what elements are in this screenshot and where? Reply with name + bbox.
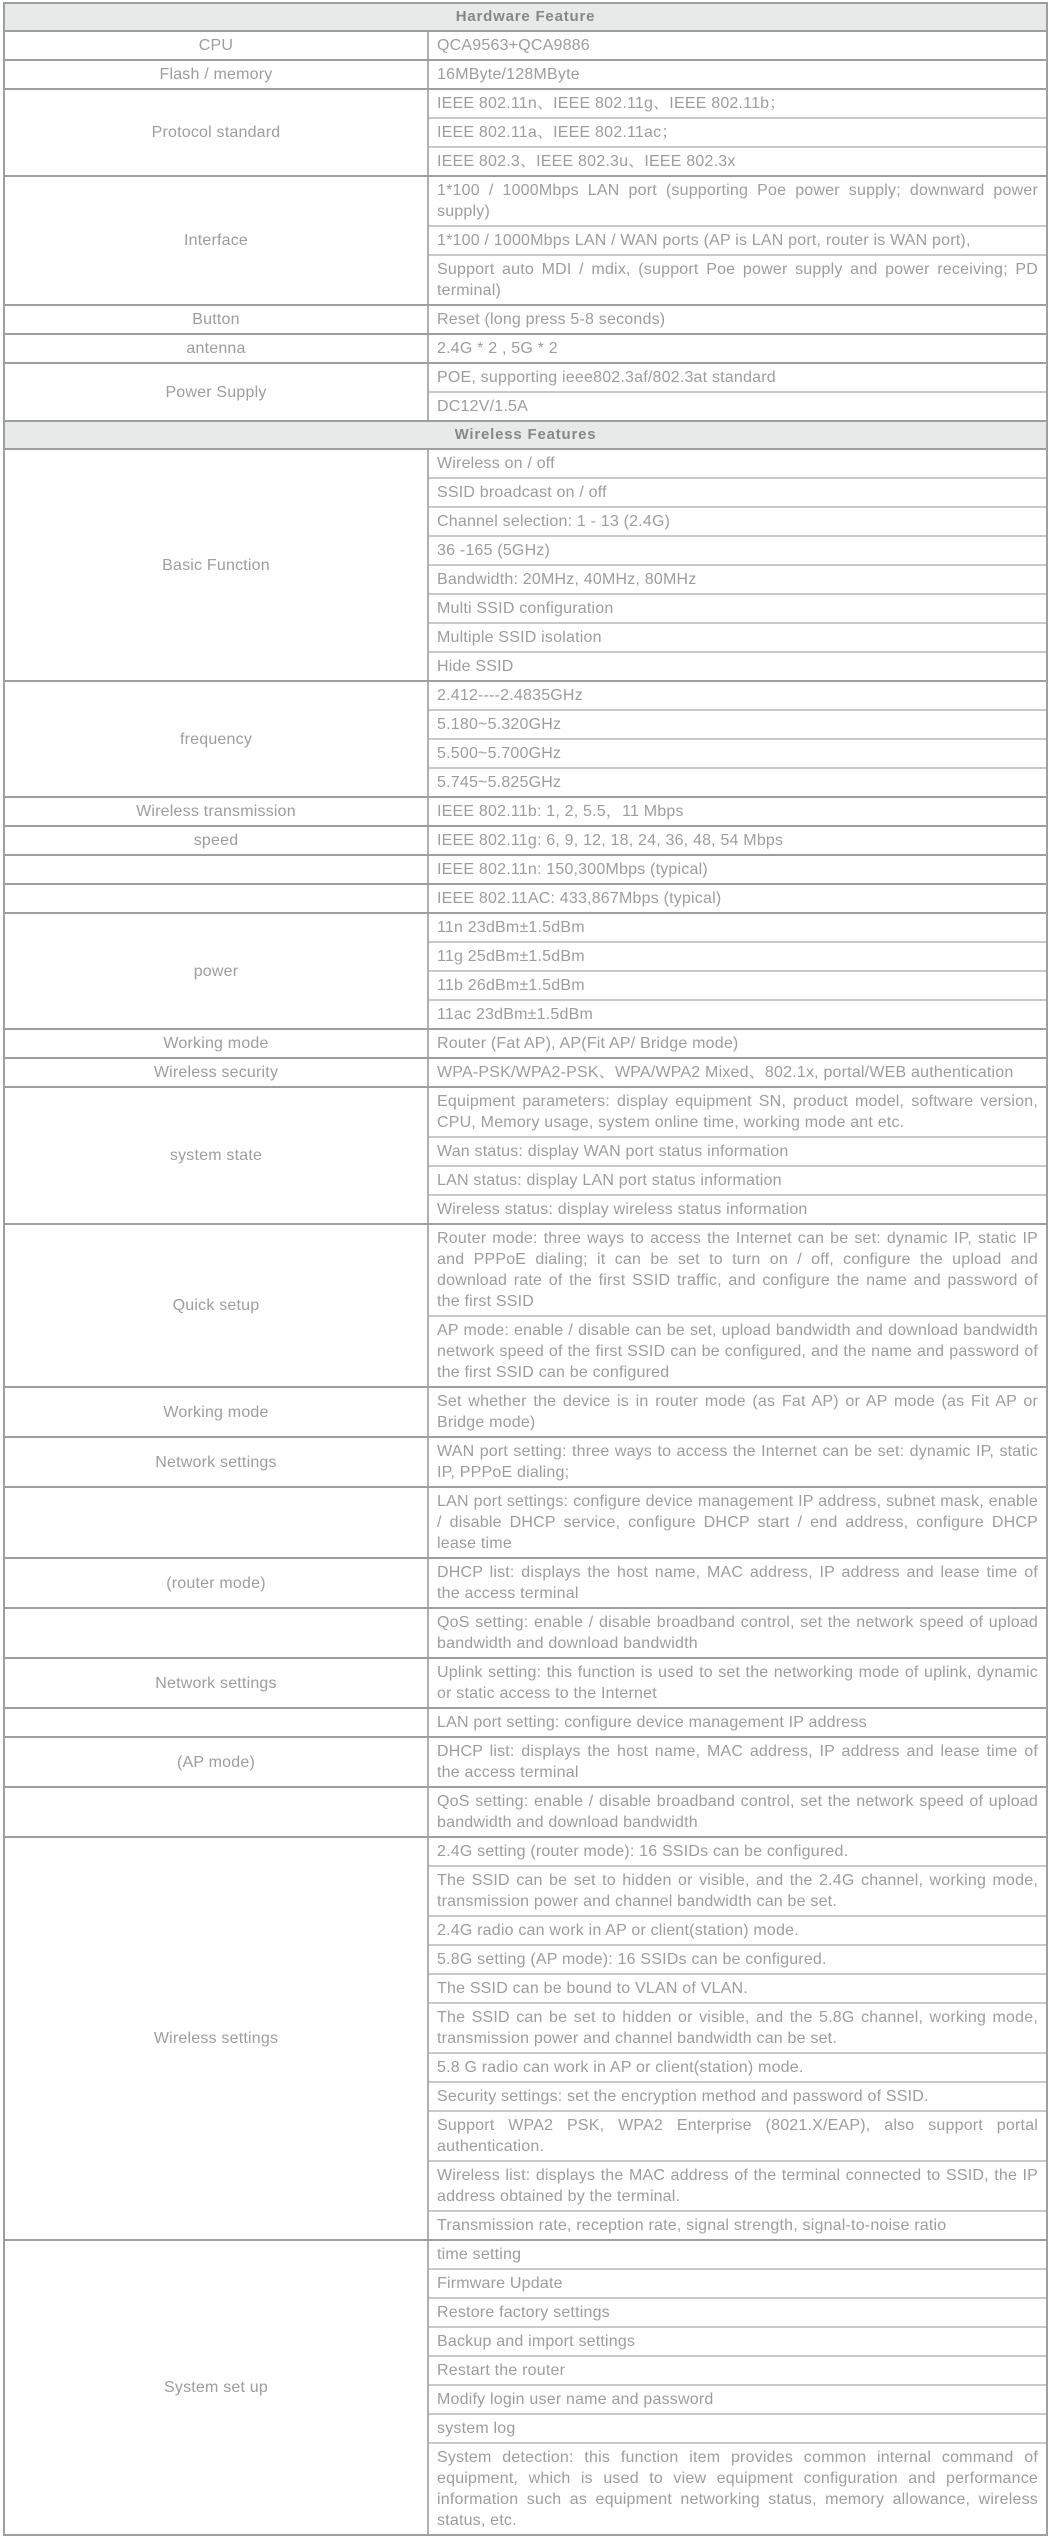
spec-label-cell [5,856,429,883]
spec-label-cell [5,885,429,912]
spec-row [5,448,1046,680]
spec-row [5,825,1046,854]
spec-value-cell [429,2241,1046,2268]
spec-row [5,1557,1046,1607]
spec-label-cell [5,1609,429,1657]
spec-value-cell [429,1165,1046,1194]
spec-value-cell [429,177,1046,225]
spec-value-text: LAN port settings: configure device management IP address, subnet mask, enable / disable DHCP service, configure DHCP start / end address, configure DHCP lease time [437,1493,1038,1552]
spec-label-cell: Working mode [5,1030,429,1057]
spec-row [5,1836,1046,2239]
spec-value-cell [429,2002,1046,2052]
spec-value-text: 11g 25dBm±1.5dBm [437,948,585,965]
spec-value-cell [429,1709,1046,1736]
spec-value-cell [429,1030,1046,1057]
spec-row [5,59,1046,88]
spec-label-cell: power [5,914,429,1028]
spec-value-text: System detection: this function item provides common internal command of equipment, which is used to view equipment configuration and performance information such as equipment networking status, memory allowance, wireless status, etc. [437,2449,1038,2529]
spec-value-column [429,885,1046,912]
spec-value-column [429,1030,1046,1057]
spec-value-cell [429,1738,1046,1786]
spec-value-text: 36 -165 (5GHz) [437,542,551,559]
spec-value-text: Multiple SSID isolation [437,629,602,646]
spec-value-text: IEEE 802.3、IEEE 802.3u、IEEE 802.3x [437,153,736,170]
spec-value-text: Router mode: three ways to access the Internet can be set: dynamic IP, static IP and PPPoE dialing; it can be set to turn on / off, configure the upload and download rate of the first SSID traffic, and configure the name and password of the first SSID [437,1230,1038,1310]
spec-value-text: Wireless status: display wireless status information [437,1201,808,1218]
spec-value-column [429,32,1046,59]
spec-value-cell [429,1059,1046,1086]
spec-value-column [429,2241,1046,2534]
spec-row [5,1028,1046,1057]
spec-value-text: Support auto MDI / mdix, (support Poe power supply and power receiving; PD terminal) [437,261,1038,299]
spec-value-text: IEEE 802.11AC: 433,867Mbps (typical) [437,890,722,907]
spec-row [5,1657,1046,1707]
spec-value-text: DHCP list: displays the host name, MAC address, IP address and lease time of the access terminal [437,1564,1038,1602]
spec-value-column [429,1838,1046,2239]
spec-value-column [429,177,1046,304]
spec-value-text: LAN port setting: configure device management IP address [437,1714,867,1731]
spec-label-cell: Flash / memory [5,61,429,88]
spec-value-cell [429,1559,1046,1607]
spec-value-text: 1*100 / 1000Mbps LAN port (supporting Poe power supply; downward power supply) [437,182,1038,220]
spec-row [5,175,1046,304]
spec-row [5,1057,1046,1086]
spec-value-text: The SSID can be bound to VLAN of VLAN. [437,1980,748,1997]
spec-value-cell [429,1944,1046,1973]
spec-label-cell: (router mode) [5,1559,429,1607]
spec-value-cell [429,2081,1046,2110]
spec-value-cell [429,90,1046,117]
spec-value-text: IEEE 802.11b: 1, 2, 5.5，11 Mbps [437,803,684,820]
spec-value-cell [429,2268,1046,2297]
spec-value-column [429,1788,1046,1836]
spec-value-text: 5.180~5.320GHz [437,716,562,733]
spec-value-text: Security settings: set the encryption method and password of SSID. [437,2088,929,2105]
spec-value-column [429,306,1046,333]
spec-value-column [429,798,1046,825]
spec-value-cell [429,2110,1046,2160]
spec-value-column [429,364,1046,420]
spec-value-cell [429,914,1046,941]
spec-value-cell [429,61,1046,88]
spec-value-text: WAN port setting: three ways to access the Internet can be set: dynamic IP, static IP, PPPoE dialing; [437,1443,1038,1481]
spec-value-cell [429,225,1046,254]
spec-value-cell [429,885,1046,912]
spec-value-cell [429,564,1046,593]
spec-row [5,680,1046,796]
spec-value-text: 1*100 / 1000Mbps LAN / WAN ports (AP is LAN port, router is WAN port), [437,232,971,249]
spec-value-text: IEEE 802.11n、IEEE 802.11g、IEEE 802.11b； [437,95,786,112]
spec-value-text: Transmission rate, reception rate, signal strength, signal-to-noise ratio [437,2217,947,2234]
spec-value-text: 5.500~5.700GHz [437,745,562,762]
spec-value-text: WPA-PSK/WPA2-PSK、WPA/WPA2 Mixed、802.1x, portal/WEB authentication [437,1064,1014,1081]
spec-row [5,912,1046,1028]
spec-value-cell [429,2355,1046,2384]
spec-label-cell: frequency [5,682,429,796]
spec-label-cell: speed [5,827,429,854]
spec-value-text: Restore factory settings [437,2304,610,2321]
spec-value-cell [429,941,1046,970]
spec-value-column [429,1059,1046,1086]
spec-value-text: Channel selection: 1 - 13 (2.4G) [437,513,671,530]
spec-value-text: Backup and import settings [437,2333,636,2350]
spec-label-cell: Wireless security [5,1059,429,1086]
spec-label-cell: (AP mode) [5,1738,429,1786]
spec-value-text: QoS setting: enable / disable broadband control, set the network speed of upload bandwidth and download bandwidth [437,1614,1038,1652]
spec-label-cell: antenna [5,335,429,362]
spec-value-text: Wireless on / off [437,455,555,472]
spec-row [5,362,1046,420]
spec-value-text: Router (Fat AP), AP(Fit AP/ Bridge mode) [437,1035,739,1052]
spec-value-text: Wan status: display WAN port status information [437,1143,789,1160]
spec-value-text: QCA9563+QCA9886 [437,37,590,54]
spec-value-text: time setting [437,2246,522,2263]
spec-value-cell [429,1388,1046,1436]
section-header: Hardware Feature [5,4,1046,30]
spec-label-cell: Interface [5,177,429,304]
spec-value-cell [429,146,1046,175]
spec-value-cell [429,2052,1046,2081]
spec-value-text: Multi SSID configuration [437,600,614,617]
spec-row [5,883,1046,912]
spec-value-column [429,1709,1046,1736]
spec-value-column [429,1559,1046,1607]
spec-value-column [429,450,1046,680]
spec-value-cell [429,2442,1046,2534]
spec-row [5,1736,1046,1786]
spec-value-cell [429,391,1046,420]
spec-row [5,1486,1046,1557]
spec-value-cell [429,1973,1046,2002]
spec-row [5,796,1046,825]
spec-value-cell [429,2326,1046,2355]
section-header: Wireless Features [5,420,1046,448]
spec-value-cell [429,254,1046,304]
spec-value-text: Equipment parameters: display equipment SN, product model, software version, CPU, Memory usage, system online time, working mode ant etc. [437,1093,1038,1131]
spec-value-cell [429,622,1046,651]
spec-value-text: QoS setting: enable / disable broadband control, set the network speed of upload bandwidth and download bandwidth [437,1793,1038,1831]
spec-label-cell: Network settings [5,1659,429,1707]
spec-value-cell [429,2210,1046,2239]
spec-value-cell [429,1136,1046,1165]
spec-value-cell [429,2413,1046,2442]
spec-value-cell [429,1915,1046,1944]
spec-label-cell: system state [5,1088,429,1223]
spec-value-cell [429,1438,1046,1486]
spec-value-cell [429,364,1046,391]
spec-value-cell [429,738,1046,767]
spec-value-text: Firmware Update [437,2275,563,2292]
spec-value-cell [429,306,1046,333]
spec-value-column [429,1609,1046,1657]
spec-label-cell [5,1788,429,1836]
spec-value-cell [429,335,1046,362]
spec-value-text: 2.4G * 2 , 5G * 2 [437,340,558,357]
spec-value-text: The SSID can be set to hidden or visible, and the 2.4G channel, working mode, transmission power and channel bandwidth can be set. [437,1872,1038,1910]
spec-row [5,30,1046,59]
spec-value-text: LAN status: display LAN port status information [437,1172,782,1189]
spec-value-cell [429,767,1046,796]
spec-value-cell [429,1194,1046,1223]
spec-value-text: Set whether the device is in router mode (as Fat AP) or AP mode (as Fit AP or Bridge mode) [437,1393,1038,1431]
spec-value-text: Bandwidth: 20MHz, 40MHz, 80MHz [437,571,697,588]
spec-value-text: 2.4G radio can work in AP or client(station) mode. [437,1922,799,1939]
spec-value-column [429,856,1046,883]
spec-value-text: Restart the router [437,2362,566,2379]
spec-value-text: IEEE 802.11g: 6, 9, 12, 18, 24, 36, 48, 54 Mbps [437,832,784,849]
spec-value-cell [429,999,1046,1028]
spec-value-cell [429,970,1046,999]
spec-value-cell [429,1315,1046,1386]
spec-label-cell: Quick setup [5,1225,429,1386]
spec-value-text: system log [437,2420,516,2437]
spec-value-text: 16MByte/128MByte [437,66,580,83]
spec-row [5,1607,1046,1657]
spec-value-cell [429,32,1046,59]
spec-value-column [429,1488,1046,1557]
spec-label-cell: Power Supply [5,364,429,420]
spec-value-text: Modify login user name and password [437,2391,714,2408]
spec-value-text: Uplink setting: this function is used to set the networking mode of uplink, dynamic or static access to the Internet [437,1664,1038,1702]
spec-value-column [429,1388,1046,1436]
spec-value-column [429,1225,1046,1386]
spec-value-cell [429,827,1046,854]
spec-value-cell [429,535,1046,564]
spec-row [5,1707,1046,1736]
spec-value-text: DHCP list: displays the host name, MAC address, IP address and lease time of the access terminal [437,1743,1038,1781]
spec-label-cell: Network settings [5,1438,429,1486]
spec-value-column [429,1438,1046,1486]
spec-value-text: 5.8 G radio can work in AP or client(station) mode. [437,2059,804,2076]
spec-value-text: SSID broadcast on / off [437,484,607,501]
spec-value-cell [429,2384,1046,2413]
spec-value-cell [429,2297,1046,2326]
spec-label-cell: Wireless settings [5,1838,429,2239]
spec-value-cell [429,1838,1046,1865]
spec-table [3,2,1048,2536]
spec-value-text: 11n 23dBm±1.5dBm [437,919,585,936]
spec-value-column [429,1088,1046,1223]
spec-value-cell [429,2160,1046,2210]
spec-value-text: 2.4G setting (router mode): 16 SSIDs can be configured. [437,1843,849,1860]
spec-row [5,304,1046,333]
spec-label-cell: CPU [5,32,429,59]
spec-value-cell [429,709,1046,738]
spec-value-text: POE, supporting ieee802.3af/802.3at standard [437,369,776,386]
spec-value-cell [429,856,1046,883]
spec-label-cell: Protocol standard [5,90,429,175]
spec-value-cell [429,1225,1046,1315]
spec-value-text: 2.412----2.4835GHz [437,687,583,704]
spec-value-text: DC12V/1.5A [437,398,528,415]
spec-value-cell [429,593,1046,622]
spec-value-text: The SSID can be set to hidden or visible, and the 5.8G channel, working mode, transmission power and channel bandwidth can be set. [437,2009,1038,2047]
spec-value-cell [429,1865,1046,1915]
spec-row [5,333,1046,362]
spec-value-cell [429,798,1046,825]
spec-label-cell [5,1488,429,1557]
spec-value-text: 5.8G setting (AP mode): 16 SSIDs can be configured. [437,1951,827,1968]
spec-label-cell [5,1709,429,1736]
spec-value-cell [429,117,1046,146]
spec-value-text: 5.745~5.825GHz [437,774,562,791]
spec-value-column [429,1738,1046,1786]
spec-value-text: Support WPA2 PSK, WPA2 Enterprise (8021.X/EAP), also support portal authentication. [437,2117,1038,2155]
spec-row [5,88,1046,175]
spec-value-cell [429,682,1046,709]
spec-value-column [429,827,1046,854]
spec-label-cell: Button [5,306,429,333]
spec-label-cell: Basic Function [5,450,429,680]
spec-row [5,854,1046,883]
spec-value-text: AP mode: enable / disable can be set, upload bandwidth and download bandwidth network speed of the first SSID can be configured, and the name and password of the first SSID can be configured [437,1322,1038,1381]
spec-value-cell [429,1088,1046,1136]
spec-row [5,1386,1046,1436]
spec-label-cell: Wireless transmission [5,798,429,825]
spec-row [5,1786,1046,1836]
spec-value-text: IEEE 802.11a、IEEE 802.11ac； [437,124,678,141]
spec-value-column [429,61,1046,88]
spec-row [5,1436,1046,1486]
spec-value-column [429,914,1046,1028]
spec-value-text: Wireless list: displays the MAC address of the terminal connected to SSID, the IP address obtained by the terminal. [437,2167,1038,2205]
spec-value-cell [429,1488,1046,1557]
spec-row [5,1223,1046,1386]
spec-value-column [429,682,1046,796]
spec-value-text: Hide SSID [437,658,514,675]
spec-value-cell [429,1788,1046,1836]
spec-value-cell [429,450,1046,477]
spec-value-cell [429,506,1046,535]
spec-label-cell: System set up [5,2241,429,2534]
spec-value-cell [429,1659,1046,1707]
spec-value-text: Reset (long press 5-8 seconds) [437,311,666,328]
spec-value-column [429,335,1046,362]
spec-label-cell: Working mode [5,1388,429,1436]
spec-value-text: 11ac 23dBm±1.5dBm [437,1006,593,1023]
spec-value-cell [429,1609,1046,1657]
spec-value-text: IEEE 802.11n: 150,300Mbps (typical) [437,861,708,878]
spec-value-text: 11b 26dBm±1.5dBm [437,977,585,994]
spec-value-column [429,1659,1046,1707]
spec-value-cell [429,651,1046,680]
spec-row [5,1086,1046,1223]
spec-value-column [429,90,1046,175]
spec-value-cell [429,477,1046,506]
spec-row [5,2239,1046,2534]
